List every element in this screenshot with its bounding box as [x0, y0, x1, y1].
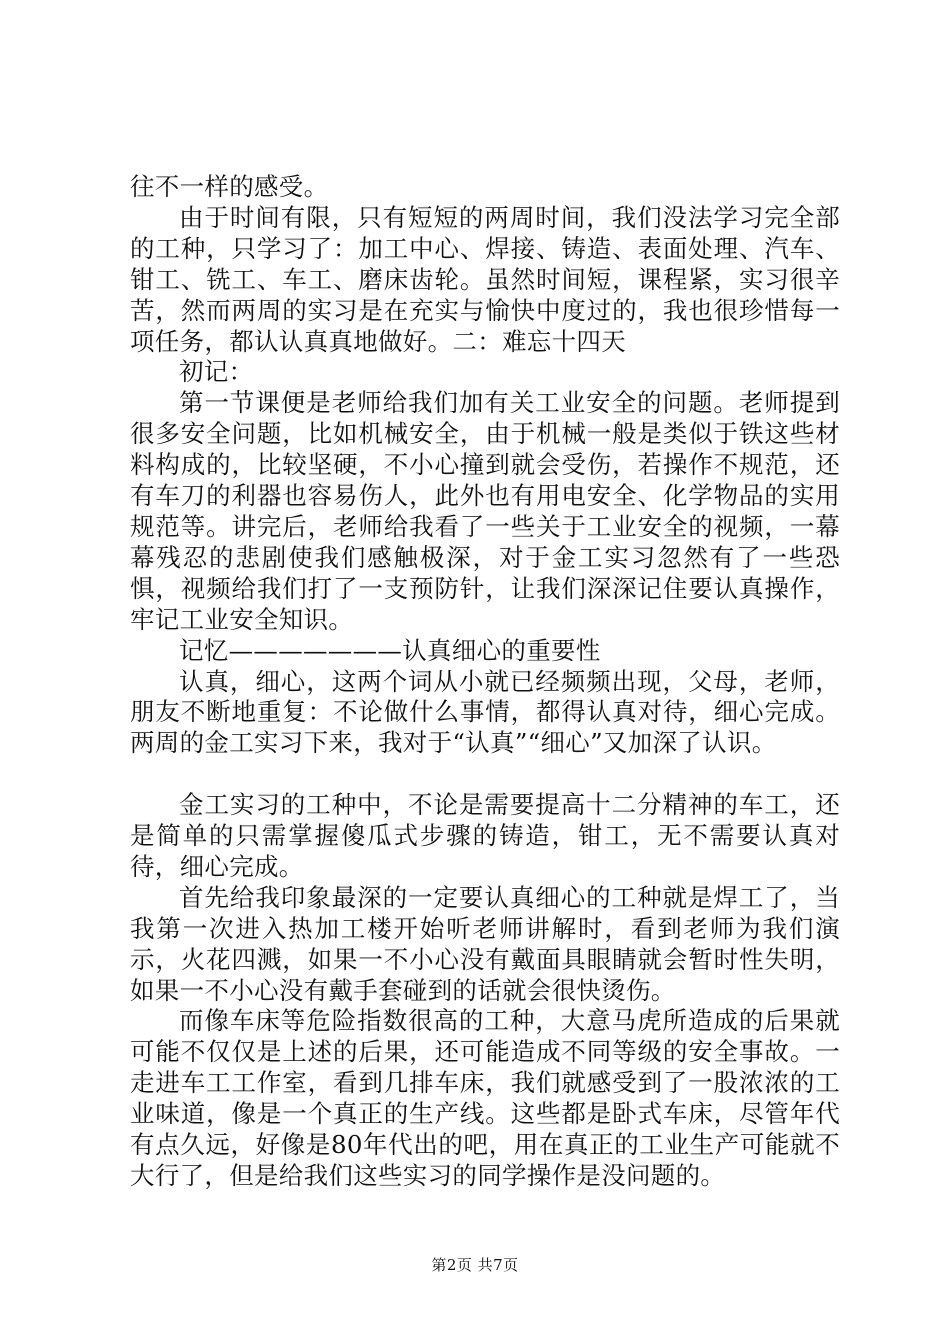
blank-line [130, 759, 840, 790]
paragraph: 金工实习的工种中，不论是需要提高十二分精神的车工，还是简单的只需掌握傻瓜式步骤的铸造，钳工，无不需要认真对待，细心完成。 [130, 790, 840, 881]
paragraph: 而像车床等危险指数很高的工种，大意马虎所造成的后果就可能不仅仅是上述的后果，还可能造成不同等级的安全事故。一走进车工工作室，看到几排车床，我们就感受到了一股浓浓的工业味道，像是一个真正的生产线。这些都是卧式车床，尽管年代有点久远，好像是80年代出的吧，用在真正的工业生产可能就不大行了，但是给我们这些实习的同学操作是没问题的。 [130, 1006, 840, 1190]
paragraph: 认真，细心，这两个词从小就已经频频出现，父母，老师，朋友不断地重复：不论做什么事情，都得认真对待，细心完成。两周的金工实习下来，我对于“认真”“细心”又加深了认识。 [130, 666, 840, 758]
paragraph: 第一节课便是老师给我们加有关工业安全的问题。老师提到很多安全问题，比如机械安全，由于机械一般是类似于铁这些材料构成的，比较坚硬，不小心撞到就会受伤，若操作不规范，还有车刀的利器也容易伤人，此外也有用电安全、化学物品的实用规范等。讲完后，老师给我看了一些关于工业安全的视频，一幕幕残忍的悲剧使我们感触极深，对于金工实习忽然有了一些恐惧，视频给我们打了一支预防针，让我们深深记住要认真操作，牢记工业安全知识。 [130, 388, 840, 634]
page-number: 第2页 共7页 [431, 1256, 519, 1274]
paragraph: 首先给我印象最深的一定要认真细心的工种就是焊工了，当我第一次进入热加工楼开始听老师讲解时，看到老师为我们演示，火花四溅，如果一不小心没有戴面具眼睛就会暂时性失明，如果一不小心没有戴手套碰到的话就会很快烫伤。 [130, 882, 840, 1005]
paragraph: 往不一样的感受。 [130, 172, 329, 201]
document-body [130, 172, 840, 1192]
paragraph: 由于时间有限，只有短短的两周时间，我们没法学习完全部的工种，只学习了：加工中心、焊接、铸造、表面处理、汽车、钳工、铣工、车工、磨床齿轮。虽然时间短，课程紧，实习很辛苦，然而两周的实习是在充实与愉快中度过的，我也很珍惜每一项任务，都认认真真地做好。二：难忘十四天 [130, 202, 840, 356]
section-heading: 记忆———————认真细心的重要性 [179, 635, 601, 665]
paragraph: 初记： [179, 357, 254, 387]
